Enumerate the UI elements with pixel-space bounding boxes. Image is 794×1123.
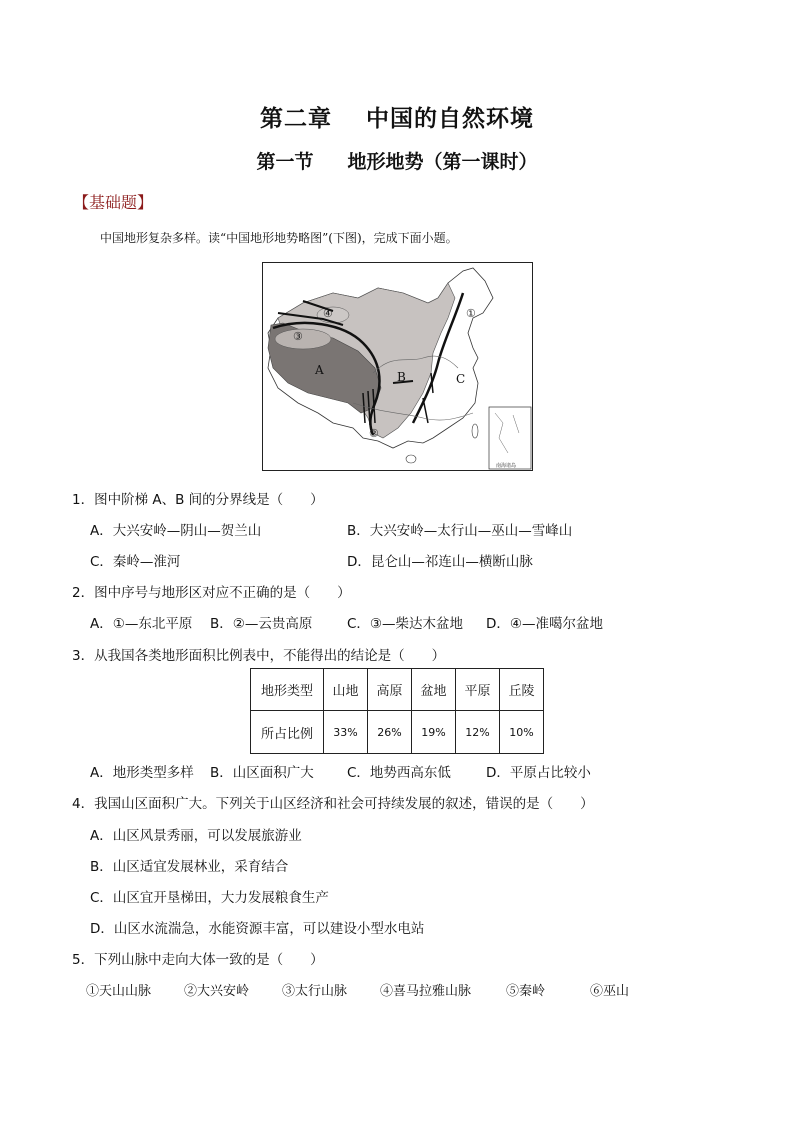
question-4-stem: 4．我国山区面积广大。下列关于山区经济和社会可持续发展的叙述，错误的是（ ） — [72, 796, 594, 812]
question-2-option-c[interactable]: C．③—柴达木盆地 — [347, 616, 464, 632]
question-1-option-a[interactable]: A．大兴安岭—阴山—贺兰山 — [90, 523, 262, 539]
map-label-a: A — [315, 363, 324, 377]
table-header-cell: 盆地 — [412, 669, 456, 711]
map-label-c: C — [456, 372, 466, 386]
inset-caption: 南海诸岛 — [496, 463, 517, 469]
tarim-basin — [275, 329, 331, 349]
terrain-map-drawing — [263, 263, 532, 470]
table-cell: 12% — [456, 711, 500, 754]
junggar-basin — [317, 307, 349, 323]
table-header-row — [251, 669, 544, 711]
table-cell: 19% — [412, 711, 456, 754]
map-label-b: B — [397, 370, 406, 384]
table-cell: 33% — [324, 711, 368, 754]
question-5-item-4: ④喜马拉雅山脉 — [380, 984, 472, 999]
question-2-stem: 2．图中序号与地形区对应不正确的是（ ） — [72, 585, 351, 601]
question-4-option-d[interactable]: D．山区水流湍急，水能资源丰富，可以建设小型水电站 — [90, 921, 425, 937]
terrain-ratio-table — [250, 668, 544, 754]
table-header-cell: 平原 — [456, 669, 500, 711]
chapter-title — [0, 100, 794, 133]
question-5-stem: 5．下列山脉中走向大体一致的是（ ） — [72, 952, 324, 968]
south-sea-inset — [489, 407, 531, 469]
table-cell: 所占比例 — [251, 711, 324, 754]
table-header-cell: 高原 — [368, 669, 412, 711]
taiwan-island — [472, 424, 478, 438]
table-header-cell: 丘陵 — [500, 669, 544, 711]
section-number: 第一节 — [256, 151, 314, 173]
question-5-item-2: ②大兴安岭 — [184, 984, 250, 999]
map-label-2: ② — [369, 427, 379, 440]
question-3-option-b[interactable]: B．山区面积广大 — [210, 765, 314, 781]
map-label-1: ① — [466, 307, 476, 320]
china-terrain-map — [262, 262, 533, 471]
question-1-option-c[interactable]: C．秦岭—淮河 — [90, 554, 181, 570]
map-label-3: ③ — [293, 330, 303, 343]
table-cell: 10% — [500, 711, 544, 754]
question-5-item-5: ⑤秦岭 — [506, 984, 546, 999]
basic-questions-tag: 【基础题】 — [73, 193, 154, 212]
question-3-option-c[interactable]: C．地势西高东低 — [347, 765, 451, 781]
question-4-option-a[interactable]: A．山区风景秀丽，可以发展旅游业 — [90, 828, 302, 844]
question-2-option-b[interactable]: B．②—云贵高原 — [210, 616, 313, 632]
question-3-option-a[interactable]: A．地形类型多样 — [90, 765, 194, 781]
chapter-name: 中国的自然环境 — [366, 106, 534, 132]
question-2-option-d[interactable]: D．④—准噶尔盆地 — [486, 616, 603, 632]
map-label-4: ④ — [323, 307, 333, 320]
question-4-option-c[interactable]: C．山区宜开垦梯田，大力发展粮食生产 — [90, 890, 329, 906]
section-title — [0, 147, 794, 174]
question-3-option-d[interactable]: D．平原占比较小 — [486, 765, 591, 781]
question-2-option-a[interactable]: A．①—东北平原 — [90, 616, 193, 632]
table-cell: 26% — [368, 711, 412, 754]
intro-text: 中国地形复杂多样。读“中国地形地势略图”(下图)，完成下面小题。 — [100, 231, 458, 245]
section-name: 地形地势（第一课时） — [347, 151, 538, 173]
table-header-cell: 山地 — [324, 669, 368, 711]
chapter-number: 第二章 — [260, 106, 332, 132]
question-1-stem: 1．图中阶梯 A、B 间的分界线是（ ） — [72, 492, 324, 508]
question-4-option-b[interactable]: B．山区适宜发展林业，采育结合 — [90, 859, 289, 875]
hainan-island — [406, 455, 416, 463]
question-5-item-3: ③太行山脉 — [282, 984, 348, 999]
table-header-cell: 地形类型 — [251, 669, 324, 711]
table-row — [251, 711, 544, 754]
question-5-item-6: ⑥巫山 — [590, 984, 630, 999]
question-5-item-1: ①天山山脉 — [86, 984, 152, 999]
question-1-option-d[interactable]: D．昆仑山—祁连山—横断山脉 — [347, 554, 533, 570]
question-1-option-b[interactable]: B．大兴安岭—太行山—巫山—雪峰山 — [347, 523, 573, 539]
question-3-stem: 3．从我国各类地形面积比例表中，不能得出的结论是（ ） — [72, 648, 446, 664]
